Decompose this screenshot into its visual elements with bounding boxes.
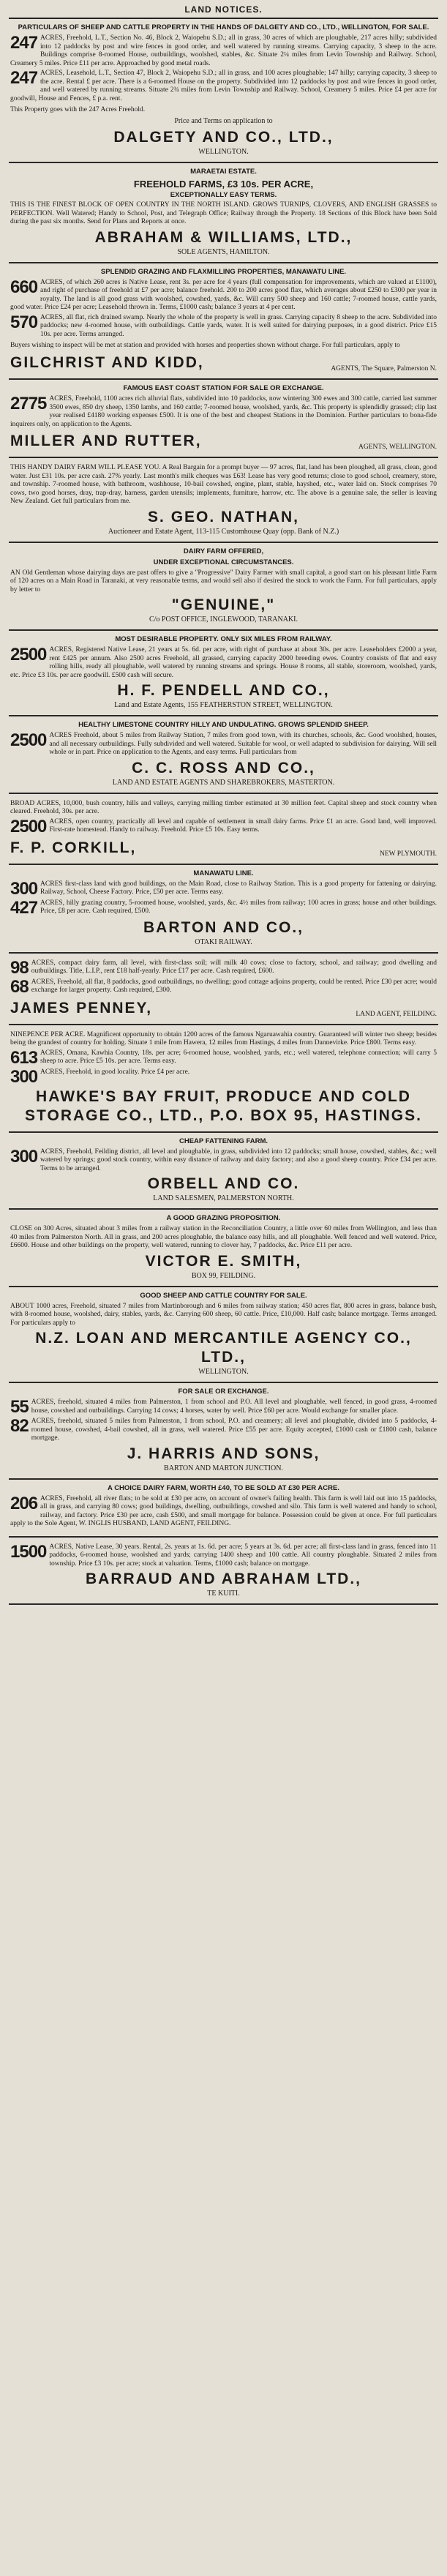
advertisement	[9, 1133, 438, 1210]
ad-text: ACRES, freehold, situated 4 miles from Palmerston, 1 from school and P.O. All level and ploughable, well fenced, in good grass, 4-roomed house, cowshed and outbuildings. Carrying 14 cows; 4 horses, water by well. Price £60 per acre. Would exchange for smaller place.	[31, 1399, 437, 1415]
ad-text: ACRES, Registered Native Lease, 21 years at 5s. 6d. per acre, with right of purchase at about 30s. per acre. Leaseholders £2000 a year, rent £425 per annum. Also 2500 acres Freehold, all grassed, carrying capacity 2000 breeding ewes. Country consists of flat and easy rolling hills, ready all ploughable, well watered by running streams and springs. House 8 rooms, all stable, storeroom, woolshed, yards, etc. Price £3 10s. per acre goodwill. £500 cash will secure.	[10, 646, 437, 679]
advertisement	[9, 631, 438, 716]
ad-text: ACRES, Freehold, Feilding district, all level and ploughable, in grass, subdivided into 12 paddocks; small house, cowshed, stables, &c.; well watered by springs; good stock country, within easy distance of railway and dairy factory; and also a good sheep country. Price £34 per acre. Terms to be arranged.	[40, 1147, 437, 1172]
ad-text: ACRES, compact dairy farm, all level, with first-class soil; will milk 40 cows; close to factory, school, and railway; good dwelling and outbuildings. Title, L.I.P., rent £18 half-yearly. Price £17 per acre. Cash required, £600.	[31, 959, 437, 975]
agent-name: HAWKE'S BAY FRUIT, PRODUCE AND COLD STORAGE CO., LTD., P.O. BOX 95, HASTINGS.	[25, 1087, 422, 1124]
ad-paragraph	[10, 1031, 437, 1048]
ad-paragraph	[10, 959, 437, 977]
acreage-number: 2775	[10, 394, 47, 413]
acreage-number: 2500	[10, 645, 47, 664]
agent-name: H. F. PENDELL AND CO.,	[117, 682, 330, 699]
acreage-number: 206	[10, 1493, 38, 1513]
advertisement	[9, 1025, 438, 1133]
ad-heading: FAMOUS EAST COAST STATION FOR SALE OR EXCHANGE.	[123, 384, 324, 392]
acreage-number: 300	[10, 1066, 38, 1087]
ad-text: BROAD ACRES, 10,000, bush country, hills and valleys, carrying milling timber estimated at 30 million feet. Capital sheep and stock country when cleared. Freehold, 30s. per acre.	[10, 799, 437, 815]
agent-address: SOLE AGENTS, HAMILTON.	[177, 247, 270, 256]
advertisement	[9, 1538, 438, 1606]
ad-text: AN Old Gentleman whose dairying days are past offers to give a "Progressive" Dairy Farmer with small capital, a good start on his pleasant little Farm of 120 acres on a Main Road in Taranaki, at very reasonable terms, and would sell also if desired the stock to work the Farm. For full particulars, apply by letter to	[10, 569, 437, 594]
ad-text: NINEPENCE PER ACRE. Magnificent opportunity to obtain 1200 acres of the famous Ngaruawahia country. Guaranteed will winter two sheep; besides being the grandest of country for holding. Situate 1 mile from Hawera, 12 miles from Hastings, 4 miles from Dannevirke. Price £800. Terms easy.	[10, 1030, 437, 1046]
ad-text: ACRES Freehold, about 5 miles from Railway Station, 7 miles from good town, with its churches, schools, &c. Good woolshed, houses, and all necessary outbuildings. Fully subdivided and well watered. Suitable for wool, or well adapted to subdivision for dairying. Will sell whole or in part. Price on application to the Agents, and easy terms. Full particulars from	[49, 732, 437, 756]
agent-address: AGENTS, WELLINGTON.	[358, 443, 437, 451]
advertisement	[9, 263, 438, 381]
agent-name: BARTON AND CO.,	[143, 918, 304, 936]
ad-heading: GOOD SHEEP AND CATTLE COUNTRY FOR SALE.	[140, 1291, 307, 1300]
advertisement	[9, 1210, 438, 1287]
agent-name: DALGETY AND CO., LTD.,	[113, 129, 334, 146]
acreage-number: 2500	[10, 816, 47, 836]
ad-heading: DAIRY FARM OFFERED,	[183, 547, 264, 555]
agent-name: C. C. ROSS AND CO.,	[132, 759, 315, 776]
ad-note: Buyers wishing to inspect will be met at station and provided with horses and properties shown without charge. For full particulars, apply to	[10, 342, 400, 349]
agent-row	[10, 352, 437, 372]
agent-name: J. HARRIS AND SONS,	[127, 1445, 320, 1462]
ad-paragraph	[10, 818, 437, 836]
ad-text: THIS IS THE FINEST BLOCK OF OPEN COUNTRY IN THE NORTH ISLAND. GROWS TURNIPS, CLOVERS, AND ENGLISH GRASSES to PERFECTION. Well Watered; Handy to School, Post, and Telegraph Office; Railway through the Property. 18 Sections of this Block have been Sold during the past six months. Send for Plans and Reports at once.	[10, 201, 437, 225]
ad-heading: PARTICULARS OF SHEEP AND CATTLE PROPERTY IN THE HANDS OF DALGETY AND CO., LTD., WELLINGTON, FOR SALE.	[18, 23, 429, 31]
acreage-number: 55	[10, 1397, 29, 1417]
acreage-number: 82	[10, 1416, 29, 1436]
agent-address: LAND AGENT, FEILDING.	[356, 1010, 437, 1018]
ad-paragraph	[10, 880, 437, 898]
ad-text: ACRES, of which 260 acres is Native Lease, rent 3s. per acre for 4 years (full compensation for improvements, which are valued at £1100), and right of purchase of freehold at £7 per acre; balance freehold. 200 to 200 acres good flax, which averages about £250 to £300 per year in royalty. The land is all good grass with woolshed, cowshed, yards, &c. Will carry 500 sheep and 160 cattle; 7-roomed house, cattle yards, good water. Price £24 per acre; Leasehold thrown in. Terms, £1000 cash; balance 3 years at 4 per cent.	[10, 278, 437, 311]
agent-address: LAND SALESMEN, PALMERSTON NORTH.	[153, 1194, 294, 1202]
agent-address: BARTON AND MARTON JUNCTION.	[164, 1464, 283, 1472]
ad-text: ACRES, all flat, rich drained swamp. Nearly the whole of the property is well in grass. Carrying capacity 8 sheep to the acre. Subdivided into paddocks; new 4-roomed house, with outbuildings. Cattle yards, water. It is well suited for dairying purposes, in a good district. Price £15 10s. per acre. Terms arranged.	[40, 313, 437, 338]
ad-paragraph	[10, 800, 437, 817]
ad-paragraph	[10, 1543, 437, 1569]
ad-text: ACRES, open country, practically all level and capable of settlement in small dairy farms. Price £1 an acre. Good land, well improved. First-rate homestead. Handy to railway. Freehold. Price £5 10s. Easy terms.	[49, 817, 437, 834]
agent-address: BOX 99, FEILDING.	[191, 1271, 256, 1280]
ad-paragraph	[10, 978, 437, 996]
ad-text: ACRES, Freehold, L.T., Section No. 46, Block 2, Waiopehu S.D.; all in grass, 30 acres of which are ploughable, 217 acres hilly; subdivided into 12 paddocks by post and wire fences in good order, and well watered by running streams. Carrying capacity, 3 sheep to the acre. Buildings comprise 8-roomed House, outbuildings, woolshed, stables, &c. Situate 2¼ miles from Levin Township and Railway. School, Creamery 5 miles. Price £11 per acre. Approached by good metal roads.	[10, 34, 437, 67]
ad-paragraph	[10, 1495, 437, 1529]
agent-name: VICTOR E. SMITH,	[145, 1252, 302, 1270]
agent-address: OTAKI RAILWAY.	[195, 937, 252, 946]
agent-address: Land and Estate Agents, 155 FEATHERSTON STREET, WELLINGTON.	[114, 701, 333, 709]
page-header: LAND NOTICES.	[9, 0, 438, 19]
advertisement	[9, 458, 438, 543]
advertisement	[9, 543, 438, 632]
acreage-number: 570	[10, 312, 38, 332]
ad-paragraph	[10, 899, 437, 917]
ad-subheading: FREEHOLD FARMS, £3 10s. PER ACRE,	[133, 179, 314, 190]
agent-name: JAMES PENNEY,	[10, 999, 153, 1016]
agent-address: WELLINGTON.	[198, 1368, 249, 1376]
advertisement	[9, 865, 438, 954]
acreage-number: 247	[10, 33, 38, 53]
ad-paragraph	[10, 1068, 437, 1086]
ad-text: ACRES, Leasehold, L.T., Section 47, Block 2, Waiopehu S.D.; all in grass, and 100 acres ploughable; 147 hilly; carrying capacity, 3 sheep to the acre. Rental £ per acre. There is a 6-roomed House on the property. Subdivided into 12 paddocks by post and wire fences in good order, and well watered by running streams. Situate 2¾ miles from Levin Township and Railway. School, Creamery 5 miles. Price £4 per acre for goodwill, House and Fences, £ p.a. rent.	[10, 70, 437, 102]
agent-name: N.Z. LOAN AND MERCANTILE AGENCY CO., LTD.,	[35, 1330, 412, 1366]
agent-address: Auctioneer and Estate Agent, 113-115 Customhouse Quay (opp. Bank of N.Z.)	[108, 527, 339, 536]
agent-name: "GENUINE,"	[171, 596, 276, 613]
ad-paragraph	[10, 1399, 437, 1416]
advertisement	[9, 1287, 438, 1384]
ad-paragraph	[10, 1225, 437, 1251]
agent-name: S. GEO. NATHAN,	[148, 508, 299, 525]
ad-subheading: EXCEPTIONALLY EASY TERMS.	[170, 191, 277, 199]
ad-paragraph	[10, 70, 437, 103]
ad-paragraph	[10, 464, 437, 506]
ad-text: ABOUT 1000 acres, Freehold, situated 7 miles from Martinborough and 6 miles from railway station; 450 acres flat, 800 acres in grass, balance bush, with 8-roomed house, woolshed, dairy, stables, yards, &c. Carrying 600 sheep, 60 cattle. Price, £10,000. Half cash; balance mortgage. Terms arranged. For particulars apply to	[10, 1302, 437, 1327]
advertisement	[9, 163, 438, 263]
ad-text: ACRES, freehold, situated 5 miles from Palmerston, 1 from school, P.O. and creamery; all level and ploughable, divided into 5 paddocks, 4-roomed house, cowshed, 4-bail cowshed, all in grass, well watered. Price £55 per acre. Equity accepted, £1000 cash or £1800 cash, balance mortgage.	[31, 1418, 437, 1442]
ad-text: ACRES, Freehold, all river flats; to be sold at £30 per acre, on account of owner's failing health. This farm is well laid out into 15 paddocks, all in grass, and carrying 80 cows; good buildings, dwelling, outbuildings, cowshed and silo. This farm is well watered and handy to school, railway, and factory. Price £30 per acre, cash £500, and small mortgage for balance. Possession could be given at once. For full particulars apply to the Sole Agent, W. INGLIS HUSBAND, LAND AGENT, FEILDING.	[10, 1494, 437, 1527]
acreage-number: 1500	[10, 1541, 47, 1562]
acreage-number: 427	[10, 897, 38, 918]
acreage-number: 660	[10, 277, 38, 297]
ad-text: ACRES first-class land with good buildings, on the Main Road, close to Railway Station. This is a good property for fattening or dairying. Railway, School, Cheese Factory. Price, £50 per acre. Terms easy.	[40, 880, 437, 896]
ad-text: ACRES, Freehold, 1100 acres rich alluvial flats, subdivided into 10 paddocks, now wintering 300 ewes and 300 cattle, carried last summer 3500 ewes, 850 dry sheep, 1350 lambs, and 160 cattle; 7-roomed house, woolshed, yards, &c. This property is splendidly grassed; clip last year realised £4180 working expenses £500. It is one of the best and cheapest Stations in the Dominion. Further particulars to bona-fide inquirers only, on application to the Agents.	[10, 395, 437, 428]
ad-heading: SPLENDID GRAZING AND FLAXMILLING PROPERTIES, MANAWATU LINE.	[100, 267, 347, 276]
acreage-number: 68	[10, 976, 29, 997]
advertisement	[9, 1383, 438, 1480]
agent-address: NEW PLYMOUTH.	[379, 850, 437, 858]
ad-note: This Property goes with the 247 Acres Freehold.	[10, 106, 146, 113]
advertisement	[9, 954, 438, 1025]
ad-paragraph	[10, 279, 437, 312]
agent-address: AGENTS, The Square, Palmerston N.	[331, 365, 437, 372]
ad-paragraph	[10, 646, 437, 680]
agent-address: LAND AND ESTATE AGENTS AND SHAREBROKERS, MASTERTON.	[112, 778, 335, 787]
advertisement	[9, 19, 438, 163]
ad-text: ACRES, Freehold, all flat, 8 paddocks, good outbuildings, no dwelling; good cottage adjoins property, could be rented. Price £30 per acre; would exchange for larger property. Cash required, £300.	[31, 978, 437, 994]
agent-row	[10, 997, 437, 1018]
ad-text: ACRES, Omana, Kawhia Country, 18s. per acre; 6-roomed house, woolshed, yards, etc.; well watered, telephone connection; will carry 5 sheep to acre. Price £5 10s. per acre. Terms easy.	[40, 1049, 437, 1065]
advertisement	[9, 1480, 438, 1538]
acreage-number: 300	[10, 1146, 38, 1167]
ad-paragraph	[10, 34, 437, 68]
acreage-number: 98	[10, 957, 29, 978]
agent-address: TE KUITI.	[207, 1590, 240, 1598]
acreage-number: 2500	[10, 730, 47, 750]
agent-address: C/o POST OFFICE, INGLEWOOD, TARANAKI.	[149, 615, 298, 624]
ad-price-line: Price and Terms on application to	[174, 117, 273, 125]
advertisement	[9, 380, 438, 458]
agent-name: F. P. CORKILL,	[10, 839, 137, 856]
ad-text: ACRES, Native Lease, 30 years. Rental, 2s. years at 1s. 6d. per acre; 5 years at 3s. 6d. per acre; all first-class land in grass, fenced into 11 paddocks, 6-roomed house, woolshed and yards; carrying 1400 sheep and 100 cattle. All country ploughable. Situated 2 miles from township. Price £3 10s. per acre; stock at valuation. Terms, £1000 cash; balance on mortgage.	[49, 1543, 437, 1568]
ad-heading: MOST DESIRABLE PROPERTY. ONLY SIX MILES FROM RAILWAY.	[115, 635, 332, 643]
acreage-number: 247	[10, 68, 38, 88]
ad-heading: MARAETAI ESTATE.	[190, 168, 257, 176]
advertisement	[9, 716, 438, 794]
agent-name: ORBELL AND CO.	[147, 1175, 300, 1192]
ad-paragraph	[10, 1049, 437, 1067]
acreage-number: 300	[10, 878, 38, 899]
ad-heading: UNDER EXCEPTIONAL CIRCUMSTANCES.	[153, 558, 294, 566]
ad-heading: A GOOD GRAZING PROPOSITION.	[166, 1214, 281, 1222]
ad-heading: MANAWATU LINE.	[193, 869, 254, 877]
agent-row	[10, 837, 437, 858]
ad-text: THIS HANDY DAIRY FARM WILL PLEASE YOU. A Real Bargain for a prompt buyer — 97 acres, flat, land has been ploughed, all grass, clean, good water. Just £31 10s. per acre cash. 27% yearly. Last month's milk cheques was £63! Lease has very good returns; close to good school, creamery, store, and township. 7-roomed house, with bathroom, washhouse, 10-bail cowshed, engine, plant, stable, hayshed, etc., water laid on. Stock comprises 70 cows, two good horses, dray, trap-dray, harness, garden utensils; implements, furniture, harrow, etc. The above is a genuine sale, the seller is leaving New Zealand. Get full particulars from me.	[10, 464, 437, 505]
agent-name: MILLER AND RUTTER,	[10, 433, 202, 449]
agent-name: BARRAUD AND ABRAHAM LTD.,	[85, 1570, 362, 1587]
advertisement	[9, 794, 438, 865]
agent-name: GILCHRIST AND KIDD,	[10, 354, 204, 371]
ad-text: ACRES, Freehold, in good locality. Price £4 per acre.	[40, 1068, 190, 1076]
ad-paragraph	[10, 1148, 437, 1174]
acreage-number: 613	[10, 1047, 38, 1068]
ad-paragraph	[10, 201, 437, 227]
ad-paragraph	[10, 314, 437, 340]
ad-paragraph	[10, 732, 437, 757]
agent-row	[10, 430, 437, 451]
ad-heading: CHEAP FATTENING FARM.	[179, 1137, 268, 1145]
ads-column	[9, 19, 438, 1605]
agent-address: WELLINGTON.	[198, 148, 249, 156]
ad-heading: HEALTHY LIMESTONE COUNTRY HILLY AND UNDULATING. GROWS SPLENDID SHEEP.	[78, 721, 369, 729]
agent-name: ABRAHAM & WILLIAMS, LTD.,	[94, 228, 353, 246]
ad-paragraph	[10, 1303, 437, 1328]
ad-paragraph	[10, 1418, 437, 1443]
ad-text: CLOSE on 300 Acres, situated about 3 miles from a railway station in the Reconciliation Country, a little over 60 miles from Wellington, and less than 40 miles from Palmerston North. All in grass, and 200 acres ploughable, the balance easy hills, and all ploughable. Well fenced and well watered. Price, £6600. House and other buildings on the property, well watered, running to clover hay, 7 paddocks, &c. Price £11 per acre.	[10, 1225, 437, 1249]
ad-heading: A CHOICE DAIRY FARM, WORTH £40, TO BE SOLD AT £30 PER ACRE.	[108, 1483, 339, 1492]
ad-paragraph	[10, 395, 437, 429]
ad-paragraph	[10, 569, 437, 595]
ad-heading: FOR SALE OR EXCHANGE.	[178, 1388, 269, 1396]
ad-text: ACRES, hilly grazing country, 5-roomed house, woolshed, yards, &c. 4½ miles from railway; 100 acres in grass; house and other buildings. Price, £8 per acre. Cash required, £500.	[40, 899, 437, 915]
